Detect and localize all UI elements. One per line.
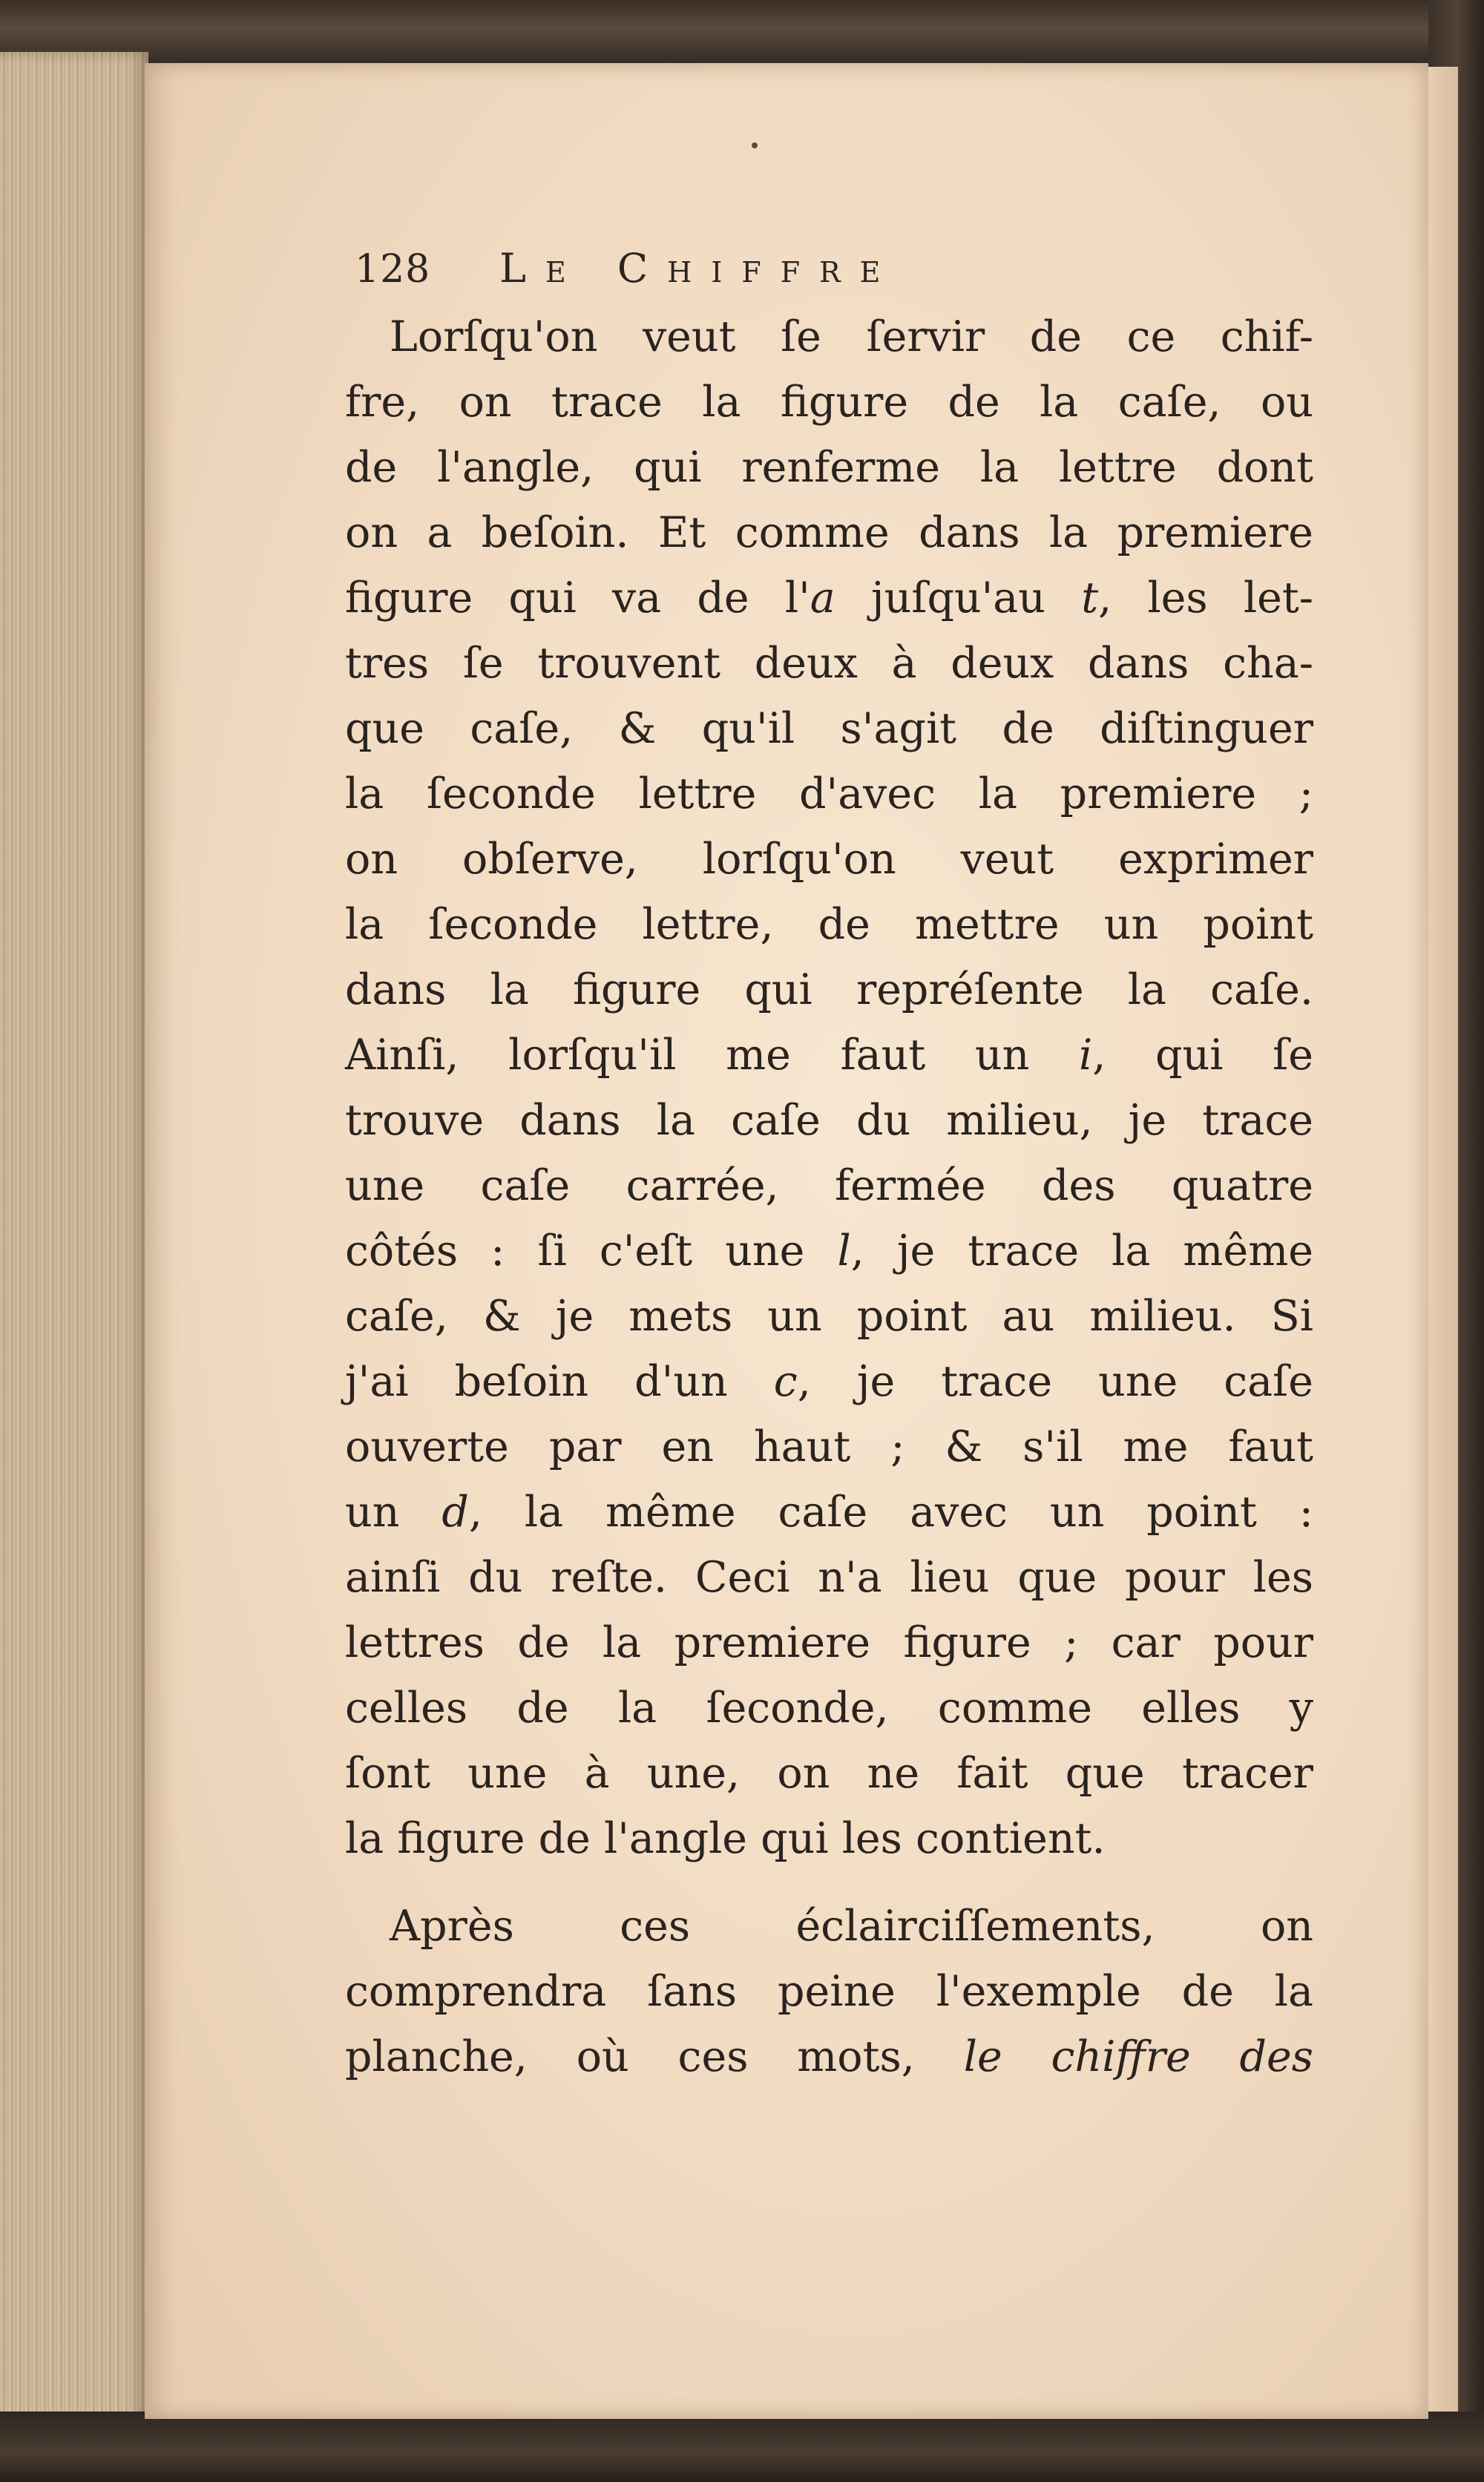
page-number: 128 [355, 247, 431, 292]
text-line: que caſe, & qu'il s'agit de diſtinguer [345, 704, 1313, 753]
text-run: un [345, 1488, 442, 1537]
text-line: tres ſe trouvent deux à deux dans cha- [345, 639, 1313, 688]
paragraph-2 [345, 1894, 1313, 2089]
text-line: Lorſqu'on veut ſe ſervir de ce chif- [390, 312, 1313, 361]
text-line: ouverte par en haut ; & s'il me faut [345, 1422, 1313, 1471]
text-line: dans la figure qui repréſente la caſe. [345, 965, 1313, 1014]
italic-phrase: le chiffre des [963, 2032, 1313, 2081]
text-run: figure qui va de l' [345, 574, 810, 623]
text-line: celles de la ſeconde, comme elles y [345, 1684, 1313, 1733]
italic-letter: t [1081, 574, 1099, 623]
text-run: , qui ſe [1092, 1031, 1313, 1080]
paragraph-1 [345, 304, 1313, 1871]
text-line [345, 2024, 1313, 2089]
text-line [345, 565, 1313, 631]
text-line: caſe, & je mets un point au milieu. Si [345, 1292, 1313, 1341]
italic-letter: l [837, 1227, 851, 1276]
page-stack-edge [0, 52, 148, 2426]
running-head [355, 245, 1319, 312]
text-line: on obſerve, lorſqu'on veut exprimer [345, 835, 1313, 884]
text-line: la ſeconde lettre d'avec la premiere ; [345, 769, 1313, 818]
text-line [345, 1218, 1313, 1284]
book-cover-bottom [0, 2412, 1484, 2482]
italic-letter: i [1079, 1031, 1093, 1080]
italic-letter: d [441, 1488, 469, 1537]
text-line [345, 1022, 1313, 1088]
text-line: lettres de la premiere figure ; car pour [345, 1618, 1313, 1667]
text-run: planche, où ces mots, [345, 2032, 964, 2081]
ink-dot-mark [752, 142, 758, 148]
italic-letter: a [810, 574, 835, 623]
running-title: Le Chiffre [499, 245, 900, 292]
text-run: , je trace une caſe [797, 1357, 1313, 1406]
text-line: trouve dans la caſe du milieu, je trace [345, 1096, 1313, 1145]
text-line [345, 1480, 1313, 1545]
text-line: comprendra ſans peine l'exemple de la [345, 1967, 1313, 2016]
text-run: côtés : ſi c'eſt une [345, 1227, 838, 1276]
text-line: ſont une à une, on ne fait que tracer [345, 1749, 1313, 1798]
facing-page-edge [1428, 67, 1458, 2415]
body-text [345, 304, 1313, 2089]
text-run: , les let- [1098, 574, 1314, 623]
text-line: ainſi du reſte. Ceci n'a lieu que pour les [345, 1553, 1313, 1602]
book-cover-top [0, 0, 1484, 70]
text-run: , la même caſe avec un point : [468, 1488, 1313, 1537]
text-line [345, 1349, 1313, 1414]
text-line: de l'angle, qui renferme la lettre dont [345, 443, 1313, 492]
text-line: une caſe carrée, fermée des quatre [345, 1161, 1313, 1210]
text-run: , je trace la même [850, 1227, 1313, 1276]
text-run: juſqu'au [835, 574, 1082, 623]
italic-letter: c [773, 1357, 798, 1406]
paragraph-gap [345, 1871, 1313, 1894]
text-line: on a beſoin. Et comme dans la premiere [345, 508, 1313, 557]
text-line: Après ces éclairciſſements, on [390, 1902, 1313, 1951]
text-line: la ſeconde lettre, de mettre un point [345, 900, 1313, 949]
text-line: fre, on trace la figure de la caſe, ou [345, 378, 1313, 427]
text-run: j'ai beſoin d'un [345, 1357, 774, 1406]
text-line: la figure de l'angle qui les contient. [345, 1814, 1106, 1863]
text-run: Ainſi, lorſqu'il me faut un [345, 1031, 1080, 1080]
